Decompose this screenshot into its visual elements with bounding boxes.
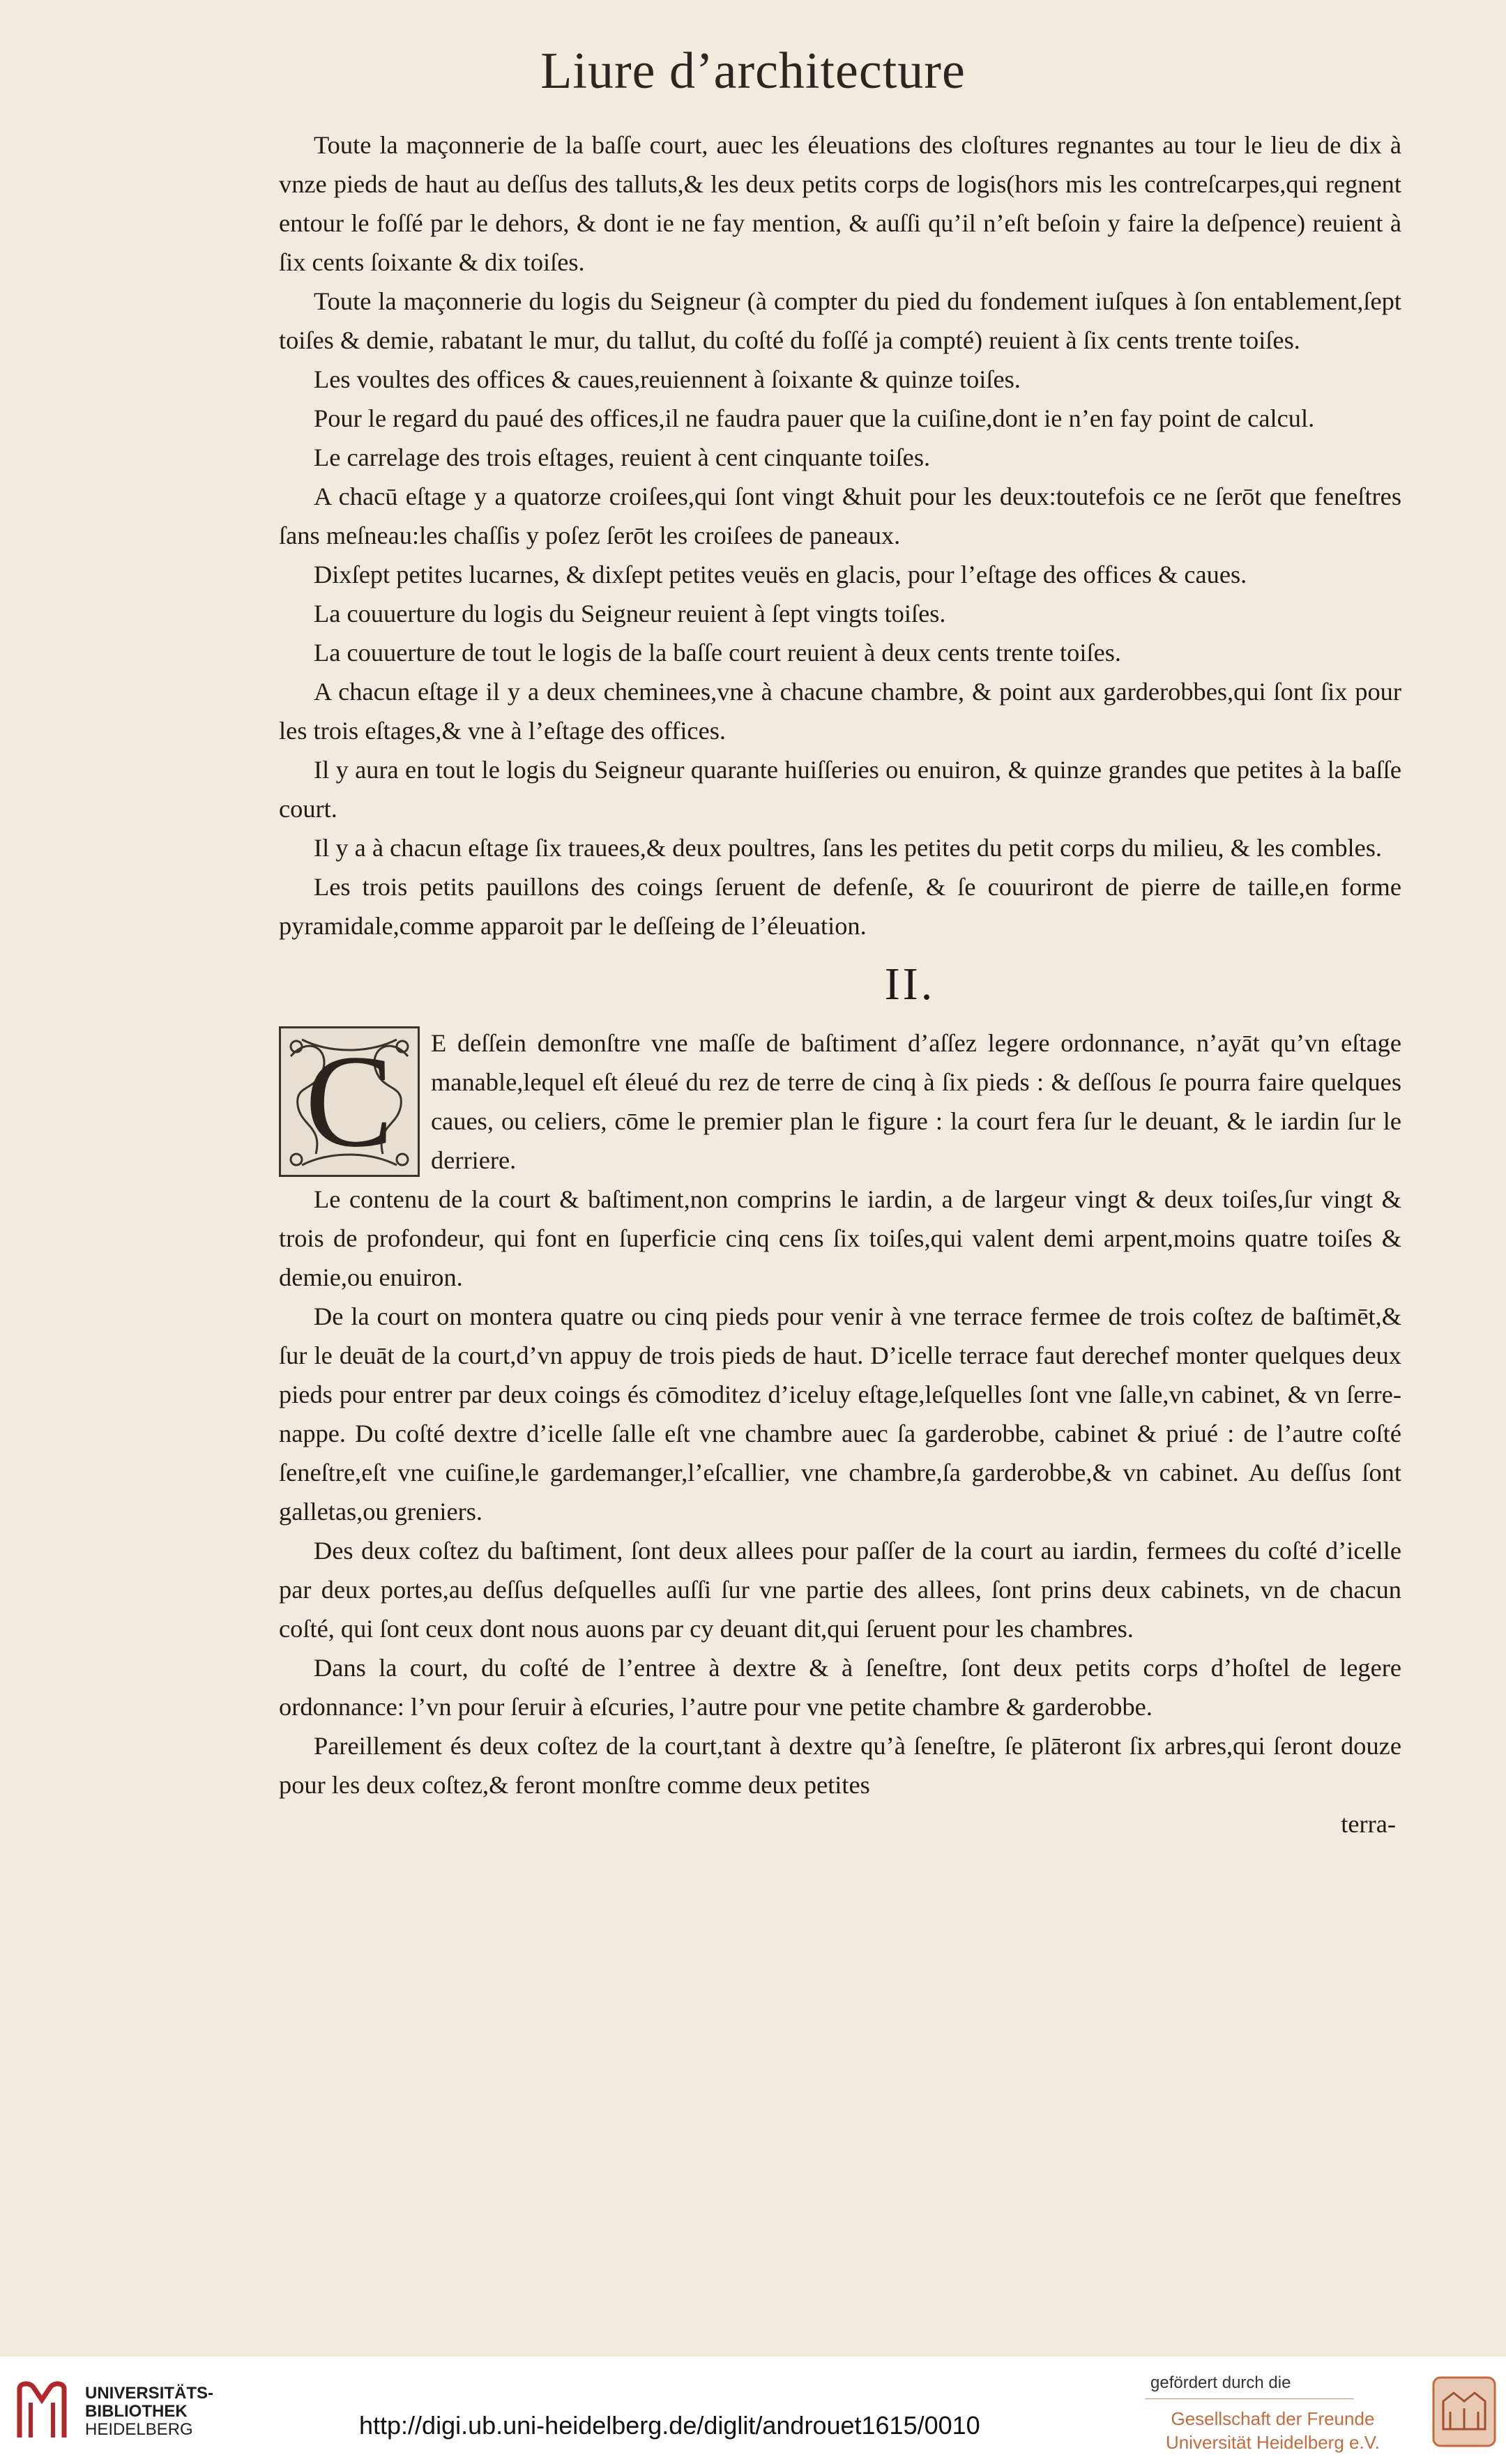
sponsor-line: Universität Heidelberg e.V. xyxy=(1166,2432,1380,2453)
paragraph: De la court on montera quatre ou cinq pieds pour venir à vne terrace fermee de trois coſtez de baſtimēt,& ſur le deuāt de la court,d’vn appuy de trois pieds de haut. D’icelle terrace faut derechef monter quelques deux pieds pour entrer par deux coings és cōmoditez d’iceluy eſtage,leſquelles ſont vne ſalle,vn cabinet, & vn ſerre-nappe. Du coſté dextre d’icelle ſalle eſt vne chambre auec ſa garderobbe, cabinet & priué : de l’autre coſté ſeneſtre,eſt vne cuiſine,le gardemanger,l’eſcallier, vne chambre,ſa garderobbe,& vn cabinet. Au deſſus ſont galletas,ou greniers. xyxy=(279,1302,1401,1526)
paragraph: Dixſept petites lucarnes, & dixſept petites veuës en glacis, pour l’eſtage des offices & caues. xyxy=(314,561,1247,588)
paragraph: Des deux coſtez du baſtiment, ſont deux allees pour paſſer de la court au iardin, fermees du coſté d’icelle par deux portes,au deſſus deſquelles auſſi ſur vne partie des allees, ſont prins deux cabinets, vn de chacun coſté, qui ſont ceux dont nous auons par cy deuant dit,qui ſeruent pour les chambres. xyxy=(279,1537,1401,1643)
permalink-url[interactable]: http://digi.ub.uni-heidelberg.de/diglit/androuet1615/0010 xyxy=(359,2411,980,2440)
section-number: II. xyxy=(884,959,936,1010)
paragraph: La couuerture du logis du Seigneur reuient à ſept vingts toiſes. xyxy=(314,600,946,628)
paragraph: Les voultes des offices & caues,reuiennent à ſoixante & quinze toiſes. xyxy=(314,365,1021,393)
sponsor-name xyxy=(1166,2407,1380,2454)
paragraph: Le carrelage des trois eſtages, reuient à cent cinquante toiſes. xyxy=(314,443,931,471)
page-title: Liure d’architecture xyxy=(540,43,966,100)
library-name xyxy=(85,2385,213,2439)
digitization-footer xyxy=(0,2357,1506,2464)
sponsor-label: gefördert durch die xyxy=(1150,2373,1291,2392)
paragraph: Toute la maçonnerie de la baſſe court, auec les éleuations des cloſtures regnantes au tour le lieu de dix à vnze pieds de haut au deſſus des talluts,& les deux petits corps de logis(hors mis les contreſcarpes,qui regnent entour le foſſé par le dehors, & dont ie ne fay mention, & auſſi qu’il n’eſt beſoin y faire la deſpence) reuient à ſix cents ſoixante & dix toiſes. xyxy=(279,131,1401,276)
sponsor-divider xyxy=(1145,2398,1354,2399)
paragraph: Toute la maçonnerie du logis du Seigneur (à compter du pied du fondement iuſques à ſon entablement,ſept toiſes & demie, rabatant le mur, du tallut, du coſté du foſſé ja compté) reuient à ſix cents trente toiſes. xyxy=(279,287,1401,354)
paragraph: Pour le regard du paué des offices,il ne faudra pauer que la cuiſine,dont ie n’en fay point de calcul. xyxy=(314,404,1315,432)
library-line: UNIVERSITÄTS- xyxy=(85,2384,214,2403)
dropcap-paragraph xyxy=(279,1024,1401,1180)
library-line: BIBLIOTHEK xyxy=(85,2402,188,2421)
paragraph: Dans la court, du coſté de l’entree à dextre & à ſeneſtre, ſont deux petits corps d’hoſtel de legere ordonnance: l’vn pour ſeruir à eſcuries, l’autre pour vne petite chambre & garderobbe. xyxy=(279,1654,1401,1721)
dropcap-letter: C xyxy=(305,1028,394,1175)
paragraph: Il y a à chacun eſtage ſix trauees,& deux poultres, ſans les petites du petit corps du milieu, & les combles. xyxy=(314,834,1383,862)
sponsor-seal-icon xyxy=(1429,2373,1499,2450)
text-block xyxy=(279,126,1401,1843)
paragraph: Pareillement és deux coſtez de la court,tant à dextre qu’à ſeneſtre, ſe plāteront ſix arbres,qui ſeront douze pour les deux coſtez,& feront monſtre comme deux petites xyxy=(279,1732,1401,1799)
decorated-initial xyxy=(279,1026,420,1177)
paragraph: A chacun eſtage il y a deux cheminees,vne à chacune chambre, & point aux garderobbes,qui ſont ſix pour les trois eſtages,& vne à l’eſtage des offices. xyxy=(279,678,1401,745)
library-line: HEIDELBERG xyxy=(85,2420,193,2439)
paragraph: Les trois petits pauillons des coings ſeruent de defenſe, & ſe couuriront de pierre de taille,en forme pyramidale,comme apparoit par le deſſeing de l’éleuation. xyxy=(279,873,1401,940)
library-logo-icon xyxy=(14,2379,70,2442)
paragraph: Le contenu de la court & baſtiment,non comprins le iardin, a de largeur vingt & deux toiſes,ſur vingt & trois de profondeur, qui font en ſuperficie cinq cens ſix toiſes,qui valent demi arpent,moins quatre toiſes & demie,ou enuiron. xyxy=(279,1185,1401,1291)
paragraph: La couuerture de tout le logis de la baſſe court reuient à deux cents trente toiſes. xyxy=(314,639,1121,667)
paragraph: Il y aura en tout le logis du Seigneur quarante huiſſeries ou enuiron, & quinze grandes que petites à la baſſe court. xyxy=(279,756,1401,823)
dropcap-rest: E deſſein demonſtre vne maſſe de baſtiment d’aſſez legere ordonnance, n’ayāt qu’vn eſtage manable,lequel eſt éleué du rez de terre de cinq à ſix pieds : & deſſous ſe pourra faire quelques caues, ou celiers, cōme le premier plan le figure : la court fera ſur le deuant, & le iardin ſur le derriere. xyxy=(431,1029,1401,1174)
paragraph: A chacū eſtage y a quatorze croiſees,qui ſont vingt &huit pour les deux:toutefois ce ne ſerōt que feneſtres ſans meſneau:les chaſſis y poſez ſerōt les croiſees de paneaux. xyxy=(279,482,1401,549)
catchword: terra- xyxy=(1341,1810,1396,1838)
sponsor-line: Gesellschaft der Freunde xyxy=(1171,2408,1375,2429)
